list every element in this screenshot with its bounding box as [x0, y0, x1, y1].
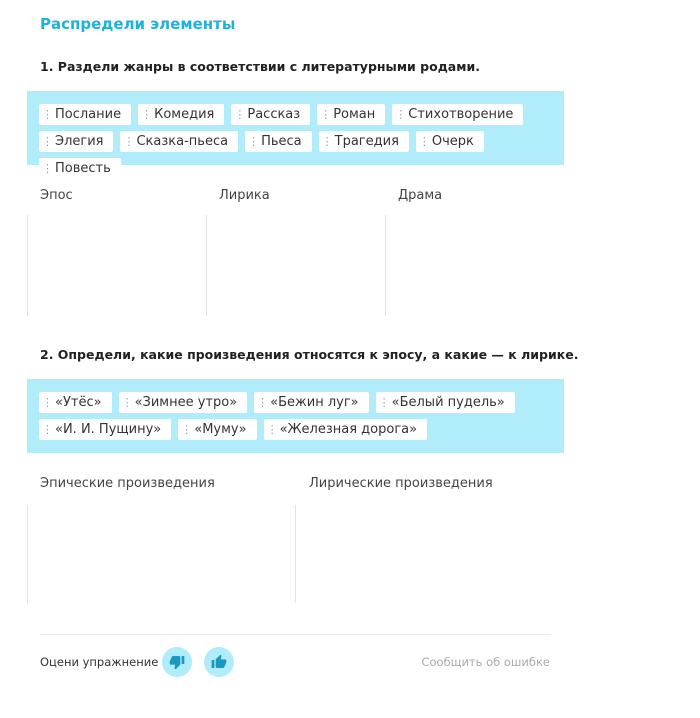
chip-komediya[interactable]: [138, 104, 224, 125]
footer-divider: [40, 634, 551, 635]
chip-bezhin-lug[interactable]: [254, 392, 368, 413]
chip-pushchinu[interactable]: [39, 419, 171, 440]
chip-rasskaz[interactable]: [231, 104, 310, 125]
chip-label: Пьеса: [261, 134, 302, 149]
chip-poslanie[interactable]: [39, 104, 131, 125]
drag-handle-icon: ⋮: [321, 135, 332, 148]
drag-handle-icon: ⋮: [257, 396, 268, 409]
drag-handle-icon: ⋮: [378, 396, 389, 409]
chip-label: Комедия: [154, 107, 215, 122]
drag-handle-icon: ⋮: [42, 162, 52, 175]
drag-handle-icon: ⋮: [266, 423, 277, 436]
drag-handle-icon: ⋮: [123, 135, 134, 148]
drag-handle-icon: ⋮: [42, 135, 52, 148]
drag-handle-icon: ⋮: [121, 396, 132, 409]
chip-label: Очерк: [431, 134, 474, 149]
chip-label: Послание: [55, 107, 122, 122]
chip-label: «Железная дорога»: [279, 422, 418, 437]
thumb-down-icon: [169, 654, 185, 670]
chip-label: «И. И. Пущину»: [55, 422, 162, 437]
drag-handle-icon: ⋮: [234, 108, 245, 121]
chip-label: «Бежин луг»: [270, 395, 359, 410]
dropzone-epos[interactable]: [27, 215, 206, 316]
column-label-epos: Эпос: [40, 188, 73, 203]
drag-handle-icon: ⋮: [418, 135, 429, 148]
chip-zimnee-utro[interactable]: [119, 392, 248, 413]
drag-handle-icon: ⋮: [42, 108, 52, 121]
dislike-button[interactable]: [162, 647, 192, 677]
drag-handle-icon: ⋮: [42, 396, 52, 409]
q1-chip-list: [39, 104, 552, 185]
question-1-text: 1. Раздели жанры в соответствии с литературными родами.: [40, 59, 480, 74]
chip-label: Трагедия: [334, 134, 399, 149]
thumb-up-icon: [211, 654, 227, 670]
chip-pyesa[interactable]: [245, 131, 312, 152]
question-2-text: 2. Определи, какие произведения относятся к эпосу, а какие — к лирике.: [40, 347, 579, 362]
chip-label: Повесть: [55, 161, 111, 176]
chip-label: «Зимнее утро»: [134, 395, 238, 410]
drag-handle-icon: ⋮: [181, 423, 192, 436]
chip-skazka-pyesa[interactable]: [120, 131, 238, 152]
chip-label: Стихотворение: [408, 107, 514, 122]
chip-label: Роман: [333, 107, 376, 122]
chip-stikhotvorenie[interactable]: [392, 104, 523, 125]
column-label-epic: Эпические произведения: [40, 476, 215, 491]
drag-handle-icon: ⋮: [141, 108, 152, 121]
like-button[interactable]: [204, 647, 234, 677]
q2-chip-list: [39, 392, 552, 446]
chip-ocherk[interactable]: [416, 131, 484, 152]
chip-label: «Муму»: [194, 422, 247, 437]
drag-handle-icon: ⋮: [42, 423, 52, 436]
chip-povest[interactable]: [39, 158, 121, 179]
chip-roman[interactable]: [317, 104, 385, 125]
chip-elegiya[interactable]: [39, 131, 113, 152]
drag-handle-icon: ⋮: [395, 108, 406, 121]
chip-tragediya[interactable]: [319, 131, 409, 152]
column-label-drama: Драма: [398, 188, 443, 203]
column-label-lyric: Лирические произведения: [309, 476, 493, 491]
q2-chip-pool: [27, 379, 564, 453]
chip-belyi-pudel[interactable]: [376, 392, 515, 413]
report-error-link[interactable]: Сообщить об ошибке: [421, 655, 550, 669]
chip-label: Рассказ: [247, 107, 301, 122]
dropzone-lyric[interactable]: [295, 505, 564, 603]
chip-mumu[interactable]: [178, 419, 256, 440]
drag-handle-icon: ⋮: [248, 135, 259, 148]
chip-label: «Белый пудель»: [391, 395, 505, 410]
q1-chip-pool: [27, 91, 564, 176]
drag-handle-icon: ⋮: [320, 108, 331, 121]
dropzone-lirika[interactable]: [206, 215, 385, 316]
chip-label: Сказка-пьеса: [136, 134, 229, 149]
column-label-lirika: Лирика: [219, 188, 270, 203]
dropzone-epic[interactable]: [27, 505, 295, 603]
chip-label: Элегия: [55, 134, 104, 149]
rate-exercise-label: Оцени упражнение: [40, 655, 159, 669]
chip-utes[interactable]: [39, 392, 112, 413]
dropzone-drama[interactable]: [385, 215, 564, 316]
chip-label: «Утёс»: [55, 395, 102, 410]
chip-zheleznaya-doroga[interactable]: [264, 419, 428, 440]
exercise-title: Распредели элементы: [40, 15, 236, 33]
